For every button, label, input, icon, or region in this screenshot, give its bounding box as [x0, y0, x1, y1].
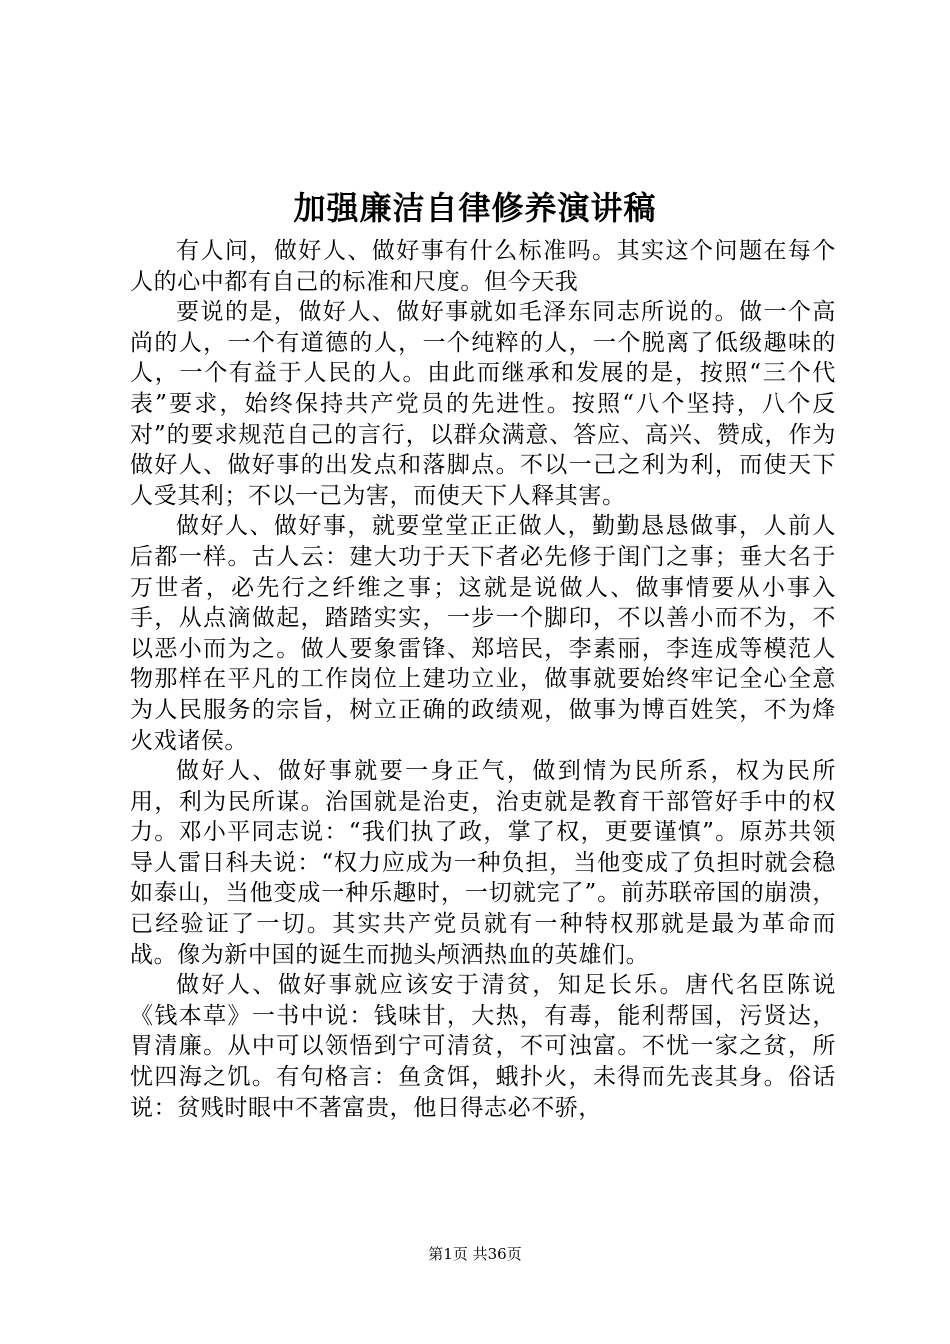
document-title: 加强廉洁自律修养演讲稿: [293, 189, 657, 227]
body-paragraph: 有人问，做好人、做好事有什么标准吗。其实这个问题在每个人的心中都有自己的标准和尺度。但今天我: [130, 238, 836, 295]
body-paragraph: 做好人、做好事，就要堂堂正正做人，勤勤恳恳做事，人前人后都一样。古人云：建大功于天下者必先修于闺门之事；垂大名于万世者，必先行之纤维之事；这就是说做人、做事情要从小事入手，从点滴做起，踏踏实实，一步一个脚印，不以善小而不为，不以恶小而为之。做人要象雷锋、郑培民，李素丽，李连成等模范人物那样在平凡的工作岗位上建功立业，做事就要始终牢记全心全意为人民服务的宗旨，树立正确的政绩观，做事为博百姓笑，不为烽火戏诸侯。: [130, 513, 836, 754]
body-paragraph: 要说的是，做好人、做好事就如毛泽东同志所说的。做一个高尚的人，一个有道德的人，一个纯粹的人，一个脱离了低级趣味的人，一个有益于人民的人。由此而继承和发展的是，按照“三个代表”要求，始终保持共产党员的先进性。按照“八个坚持，八个反对”的要求规范自己的言行，以群众满意、答应、高兴、赞成，作为做好人、做好事的出发点和落脚点。不以一己之利为利，而使天下人受其利；不以一己为害，而使天下人释其害。: [130, 299, 836, 509]
body-paragraph: 做好人、做好事就要一身正气，做到情为民所系，权为民所用，利为民所谋。治国就是治吏，治吏就是教育干部管好手中的权力。邓小平同志说：“我们执了政，掌了权，更要谨慎”。原苏共领导人雷日科夫说：“权力应成为一种负担，当他变成了负担时就会稳如泰山，当他变成一种乐趣时，一切就完了”。前苏联帝国的崩溃，已经验证了一切。其实共产党员就有一种特权那就是最为革命而战。像为新中国的诞生而抛头颅洒热血的英雄们。: [130, 758, 836, 968]
body-paragraph: 做好人、做好事就应该安于清贫，知足长乐。唐代名臣陈说《钱本草》一书中说：钱味甘，大热，有毒，能利帮国，污贤达，胃清廉。从中可以领悟到宁可清贫，不可浊富。不忧一家之贫，所忧四海之饥。有句格言：鱼贪饵，蛾扑火，未得而先丧其身。俗话说：贫贱时眼中不著富贵，他日得志必不骄，: [130, 972, 836, 1121]
document-body: [130, 236, 836, 1123]
page-footer: 第1页 共36页: [428, 1245, 522, 1263]
